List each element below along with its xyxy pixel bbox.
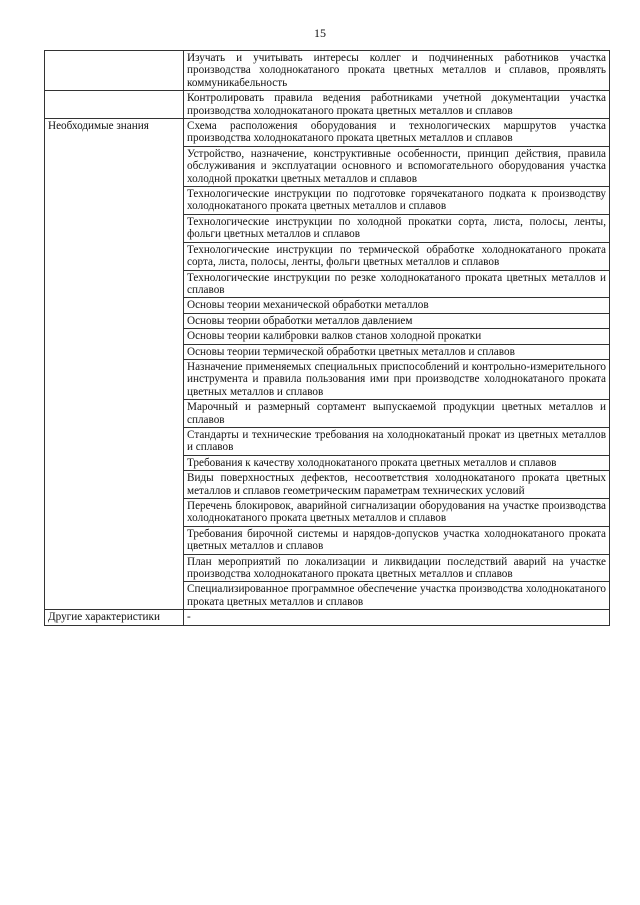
competency-table [44, 50, 610, 626]
page-number: 15 [314, 26, 326, 40]
knowledge-cell: Виды поверхностных дефектов, несоответствия холоднокатаного проката цветных металлов и сплавов геометрическим параметрам технических условий [184, 471, 610, 499]
knowledge-cell: Перечень блокировок, аварийной сигнализации оборудования на участке производства холоднокатаного проката цветных металлов и сплавов [184, 499, 610, 527]
knowledge-cell: Технологические инструкции по термической обработке холоднокатаного проката сорта, листа, полосы, ленты, фольги цветных металлов и сплавов [184, 242, 610, 270]
knowledge-cell: Основы теории механической обработки металлов [184, 298, 610, 313]
knowledge-cell: Основы теории калибровки валков станов холодной прокатки [184, 329, 610, 344]
table-row [45, 119, 610, 147]
knowledge-cell: Назначение применяемых специальных приспособлений и контрольно-измерительного инструмента и правила пользования ими при производстве холоднокатаного проката цветных металлов и сплавов [184, 359, 610, 399]
skill-cell: Изучать и учитывать интересы коллег и подчиненных работников участка производства холоднокатаного проката цветных металлов и сплавов, проявлять коммуникабельность [184, 51, 610, 91]
skill-cell: Контролировать правила ведения работниками учетной документации участка производства холоднокатаного проката цветных металлов и сплавов [184, 91, 610, 119]
other-characteristics-value: - [184, 610, 610, 625]
knowledge-cell: Основы теории термической обработки цветных металлов и сплавов [184, 344, 610, 359]
knowledge-cell: Марочный и размерный сортамент выпускаемой продукции цветных металлов и сплавов [184, 400, 610, 428]
table-row [45, 91, 610, 119]
knowledge-cell: План мероприятий по локализации и ликвидации последствий аварий на участке производства холоднокатаного проката цветных металлов и сплавов [184, 554, 610, 582]
table-row [45, 51, 610, 91]
knowledge-cell: Основы теории обработки металлов давлением [184, 313, 610, 328]
knowledge-cell: Технологические инструкции по подготовке горячекатаного подката к производству холоднокатаного проката цветных металлов и сплавов [184, 187, 610, 215]
knowledge-cell: Схема расположения оборудования и технологических маршрутов участка производства холоднокатаного проката цветных металлов и сплавов [184, 119, 610, 147]
knowledge-cell: Технологические инструкции по холодной прокатки сорта, листа, полосы, ленты, фольги цветных металлов и сплавов [184, 214, 610, 242]
table-row [45, 610, 610, 625]
knowledge-cell: Требования к качеству холоднокатаного проката цветных металлов и сплавов [184, 455, 610, 470]
label-cell-empty [45, 51, 184, 91]
label-cell-empty [45, 91, 184, 119]
knowledge-cell: Технологические инструкции по резке холоднокатаного проката цветных металлов и сплавов [184, 270, 610, 298]
knowledge-cell: Специализированное программное обеспечение участка производства холоднокатаного проката цветных металлов и сплавов [184, 582, 610, 610]
knowledge-cell: Устройство, назначение, конструктивные особенности, принцип действия, правила обслуживания и эксплуатации основного и вспомогательного оборудования участка холодной прокатки цветных металлов и сплавов [184, 146, 610, 186]
knowledge-cell: Стандарты и технические требования на холоднокатаный прокат из цветных металлов и сплавов [184, 427, 610, 455]
other-characteristics-label: Другие характеристики [45, 610, 184, 625]
knowledge-label: Необходимые знания [45, 119, 184, 610]
knowledge-cell: Требования бирочной системы и нарядов-допусков участка холоднокатаного проката цветных металлов и сплавов [184, 526, 610, 554]
